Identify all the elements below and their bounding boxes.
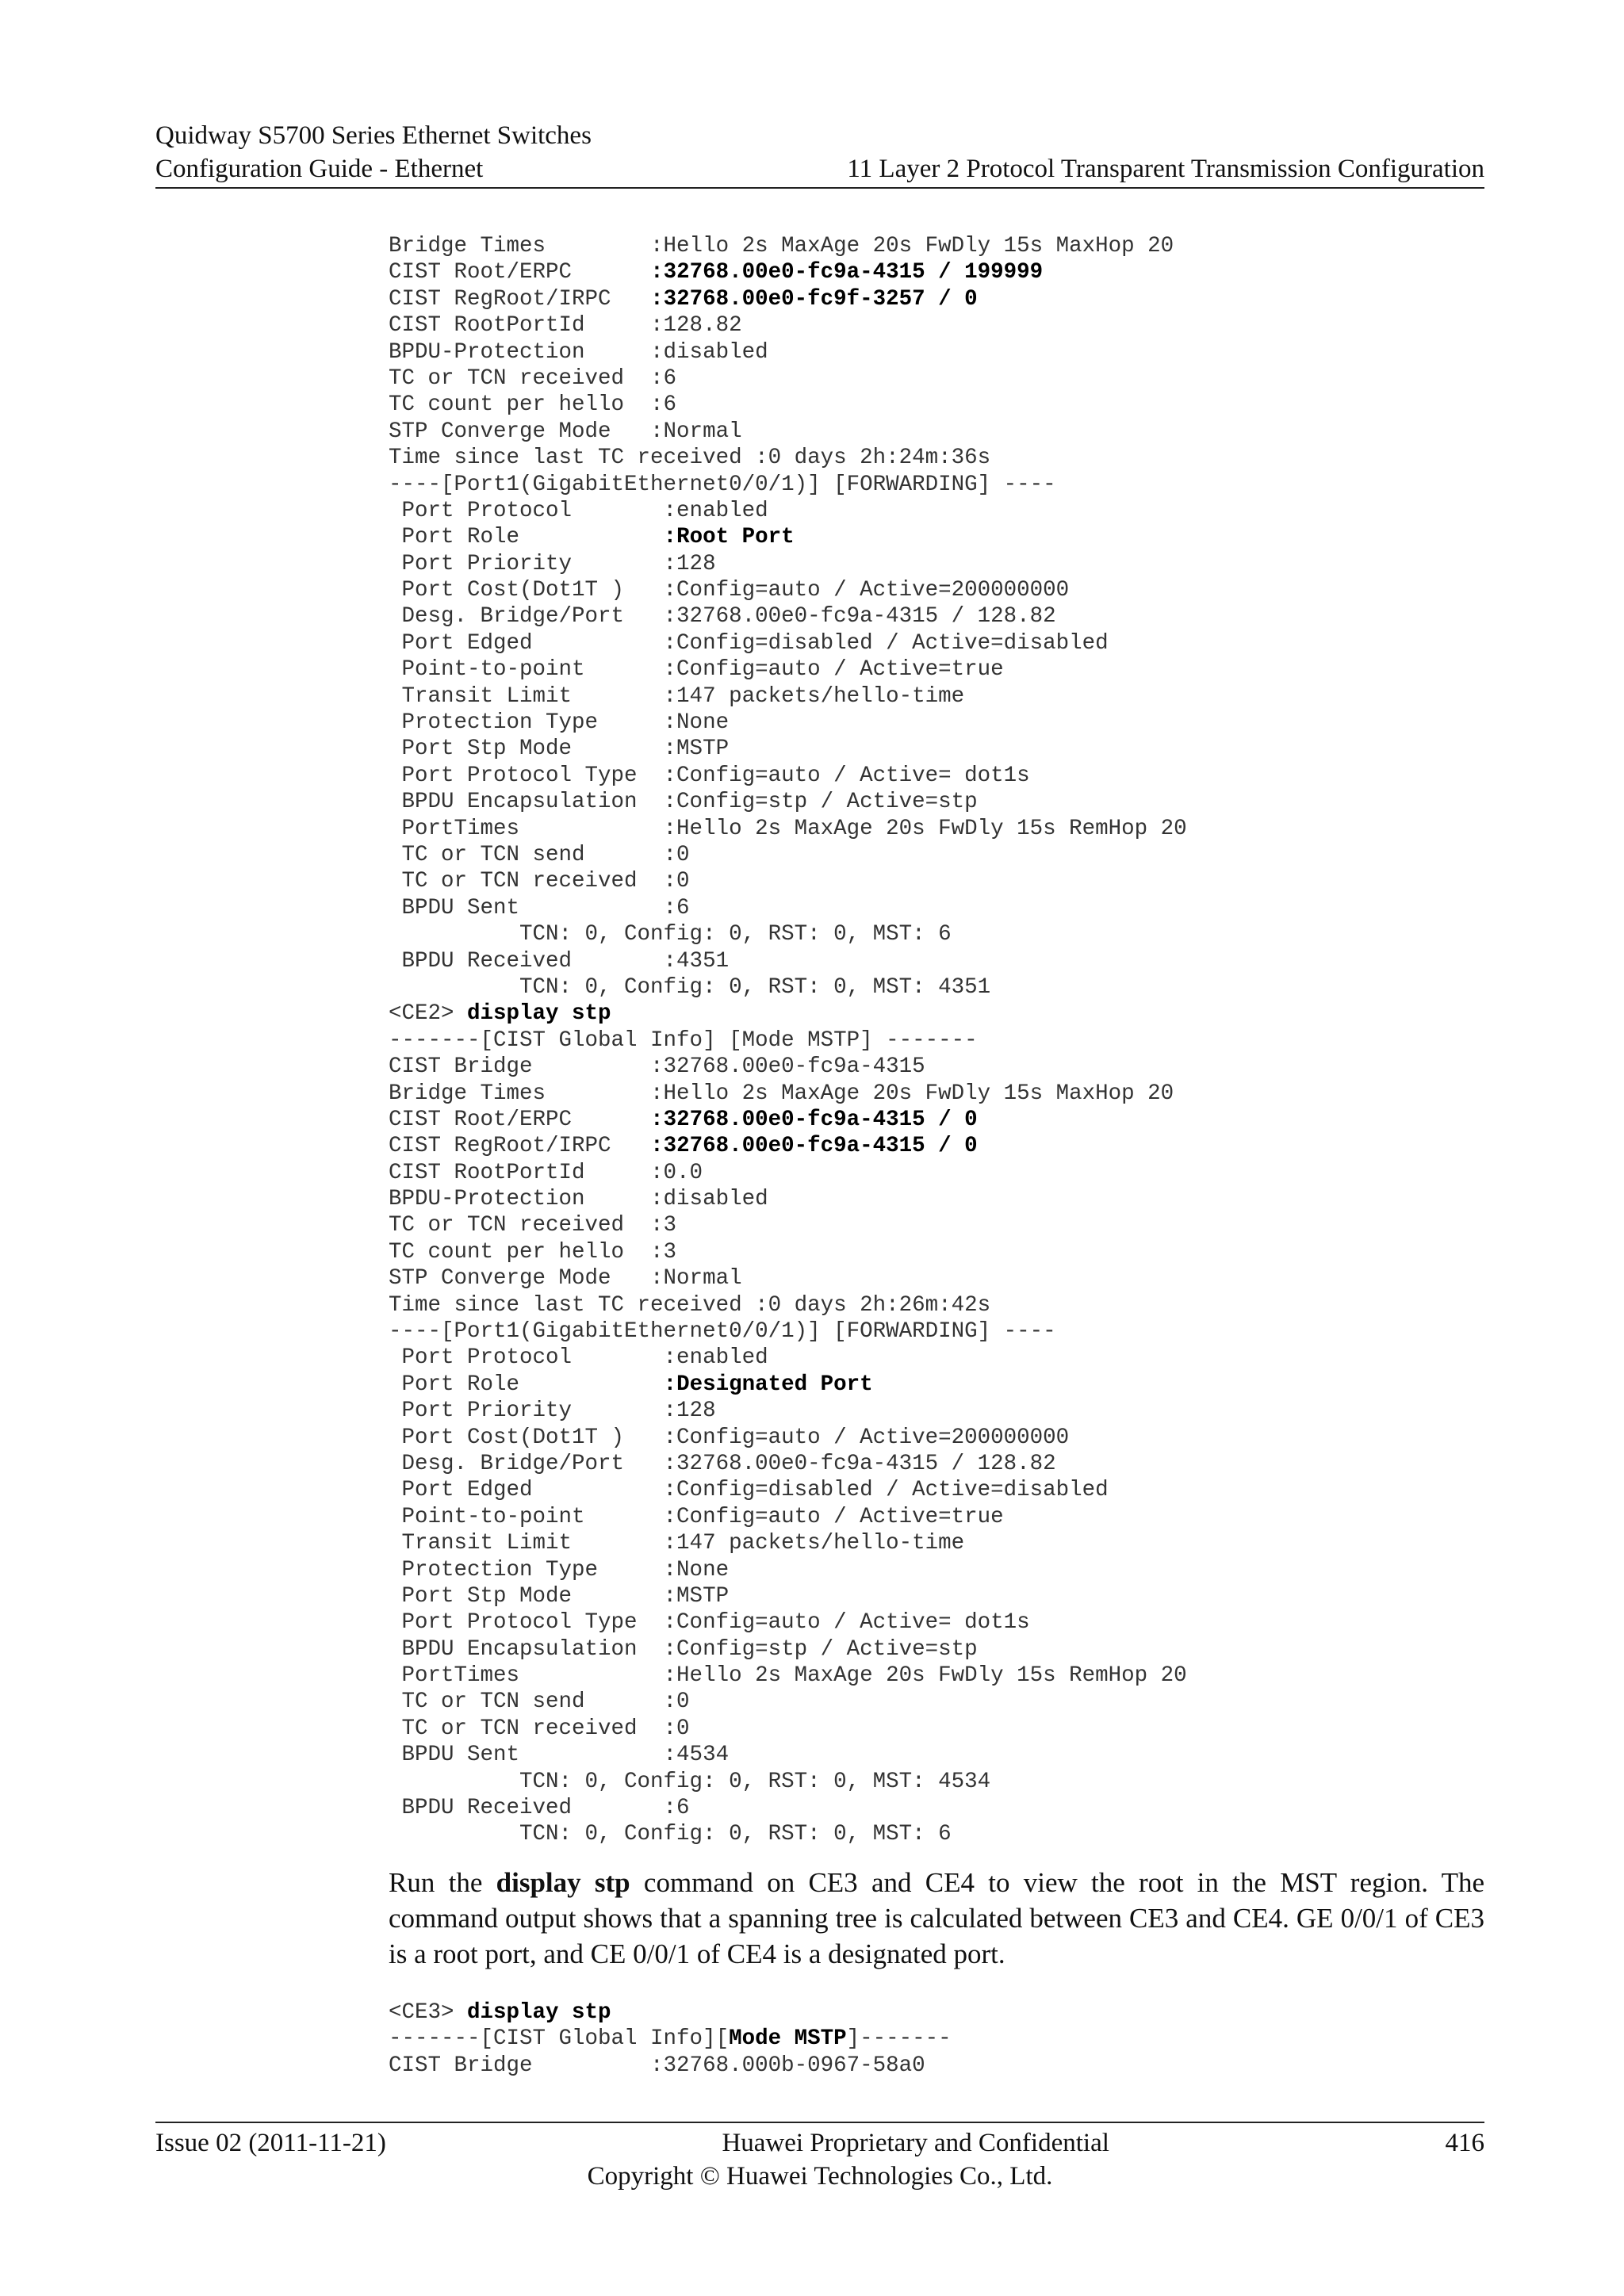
code-line bbox=[389, 789, 1499, 815]
code-segment: Port Role bbox=[389, 1372, 664, 1397]
code-line bbox=[389, 1160, 1499, 1186]
code-line bbox=[389, 524, 1499, 550]
code-segment: TCN: 0, Config: 0, RST: 0, MST: 6 bbox=[389, 922, 952, 947]
code-bold-segment: :Designated Port bbox=[663, 1372, 873, 1397]
code-segment: TCN: 0, Config: 0, RST: 0, MST: 4351 bbox=[389, 974, 991, 1000]
code-segment: PortTimes :Hello 2s MaxAge 20s FwDly 15s RemHop 20 bbox=[389, 816, 1187, 841]
code-segment: TC or TCN received :0 bbox=[389, 869, 690, 894]
code-bold-segment: display stp bbox=[467, 2000, 611, 2025]
code-line bbox=[389, 1186, 1499, 1212]
copyright-label: Copyright © Huawei Technologies Co., Ltd. bbox=[587, 2162, 1053, 2191]
code-segment: Protection Type :None bbox=[389, 710, 730, 736]
code-line bbox=[389, 1425, 1499, 1451]
code-line bbox=[389, 1292, 1499, 1318]
code-line bbox=[389, 1081, 1499, 1107]
code-segment: CIST RegRoot/IRPC bbox=[389, 1134, 651, 1159]
code-line bbox=[389, 1583, 1499, 1609]
code-segment: Protection Type :None bbox=[389, 1557, 730, 1582]
code-segment: CIST RootPortId :128.82 bbox=[389, 313, 742, 339]
code-line bbox=[389, 1716, 1499, 1742]
code-segment: Port Stp Mode :MSTP bbox=[389, 1583, 730, 1609]
code-segment: Transit Limit :147 packets/hello-time bbox=[389, 1531, 965, 1556]
code-segment: CIST Root/ERPC bbox=[389, 260, 651, 285]
code-segment: CIST RootPortId :0.0 bbox=[389, 1160, 703, 1185]
code-segment: Bridge Times :Hello 2s MaxAge 20s FwDly 15s MaxHop 20 bbox=[389, 234, 1174, 258]
chapter-title: 11 Layer 2 Protocol Transparent Transmission Configuration bbox=[847, 155, 1484, 183]
code-line bbox=[389, 656, 1499, 683]
code-segment: STP Converge Mode :Normal bbox=[389, 419, 742, 444]
code-segment: ----[Port1(GigabitEthernet0/0/1)] [FORWARDING] ---- bbox=[389, 1319, 1056, 1345]
code-bold-segment: :Root Port bbox=[663, 525, 795, 550]
code-segment: TC or TCN received :0 bbox=[389, 1716, 690, 1741]
confidential-label: Huawei Proprietary and Confidential bbox=[722, 2129, 1109, 2157]
code-line bbox=[389, 1689, 1499, 1715]
code-line bbox=[389, 603, 1499, 629]
code-segment: Point-to-point :Config=auto / Active=true bbox=[389, 1504, 1004, 1529]
code-line bbox=[389, 1769, 1499, 1795]
code-line bbox=[389, 419, 1499, 445]
code-line bbox=[389, 1795, 1499, 1821]
code-line bbox=[389, 233, 1499, 259]
code-segment: BPDU Encapsulation :Config=stp / Active=stp bbox=[389, 1636, 978, 1662]
product-title: Quidway S5700 Series Ethernet Switches bbox=[155, 121, 592, 150]
code-segment: TC count per hello :3 bbox=[389, 1239, 677, 1265]
code-line bbox=[389, 577, 1499, 603]
code-line bbox=[389, 339, 1499, 365]
code-line bbox=[389, 2026, 1499, 2052]
issue-label: Issue 02 (2011-11-21) bbox=[155, 2129, 386, 2157]
code-line bbox=[389, 1999, 1499, 2026]
code-segment: Port Protocol :enabled bbox=[389, 1345, 768, 1371]
code-segment: TC or TCN received :3 bbox=[389, 1213, 677, 1238]
cli-output-block bbox=[389, 233, 1499, 1848]
code-segment: BPDU Encapsulation :Config=stp / Active=stp bbox=[389, 790, 978, 815]
code-line bbox=[389, 683, 1499, 710]
code-line bbox=[389, 868, 1499, 894]
code-bold-segment: display stp bbox=[467, 1001, 611, 1027]
body-paragraph bbox=[389, 1865, 1484, 1972]
code-line bbox=[389, 472, 1499, 498]
code-line bbox=[389, 1372, 1499, 1398]
code-line bbox=[389, 1821, 1499, 1847]
code-line bbox=[389, 1504, 1499, 1530]
code-line bbox=[389, 1133, 1499, 1159]
header-row bbox=[155, 152, 1484, 186]
code-segment: STP Converge Mode :Normal bbox=[389, 1266, 742, 1292]
code-segment: TC or TCN send :0 bbox=[389, 1689, 690, 1715]
code-bold-segment: :32768.00e0-fc9f-3257 / 0 bbox=[650, 286, 978, 312]
code-segment: Port Edged :Config=disabled / Active=disabled bbox=[389, 1478, 1109, 1503]
code-line bbox=[389, 1265, 1499, 1292]
code-line bbox=[389, 312, 1499, 339]
code-line bbox=[389, 392, 1499, 418]
code-line bbox=[389, 1345, 1499, 1371]
code-line bbox=[389, 1636, 1499, 1663]
page-number: 416 bbox=[1445, 2129, 1484, 2157]
code-segment: TCN: 0, Config: 0, RST: 0, MST: 6 bbox=[389, 1822, 952, 1847]
code-line bbox=[389, 948, 1499, 974]
code-line bbox=[389, 1239, 1499, 1265]
code-line bbox=[389, 895, 1499, 921]
guide-title: Configuration Guide - Ethernet bbox=[155, 155, 484, 183]
code-segment: -------[CIST Global Info] [Mode MSTP] ------- bbox=[389, 1027, 978, 1053]
code-line bbox=[389, 498, 1499, 524]
code-segment: Port Edged :Config=disabled / Active=disabled bbox=[389, 630, 1109, 656]
footer-row bbox=[155, 2126, 1484, 2160]
code-segment: BPDU Received :6 bbox=[389, 1796, 690, 1821]
code-segment: CIST Root/ERPC bbox=[389, 1107, 651, 1132]
code-segment: Port Priority :128 bbox=[389, 551, 716, 576]
code-segment: Port Protocol :enabled bbox=[389, 498, 768, 523]
code-segment: BPDU Sent :6 bbox=[389, 895, 690, 920]
code-segment: -------[CIST Global Info][ bbox=[389, 2026, 730, 2052]
code-segment: Desg. Bridge/Port :32768.00e0-fc9a-4315 / 128.82 bbox=[389, 604, 1056, 629]
code-segment: TC count per hello :6 bbox=[389, 392, 677, 418]
code-line bbox=[389, 286, 1499, 312]
code-line bbox=[389, 1530, 1499, 1556]
code-segment: ]------- bbox=[846, 2026, 952, 2052]
code-segment: Port Priority :128 bbox=[389, 1399, 716, 1424]
code-line bbox=[389, 259, 1499, 285]
code-segment: Port Role bbox=[389, 525, 664, 550]
page-header bbox=[155, 119, 1484, 189]
code-segment: Port Cost(Dot1T ) :Config=auto / Active=200000000 bbox=[389, 578, 1070, 603]
code-segment: ----[Port1(GigabitEthernet0/0/1)] [FORWARDING] ---- bbox=[389, 472, 1056, 497]
code-segment: Port Stp Mode :MSTP bbox=[389, 737, 730, 762]
code-segment: Transit Limit :147 packets/hello-time bbox=[389, 683, 965, 709]
code-bold-segment: :32768.00e0-fc9a-4315 / 0 bbox=[650, 1134, 978, 1159]
code-line bbox=[389, 736, 1499, 762]
code-line bbox=[389, 1001, 1499, 1027]
command-name: display stp bbox=[496, 1867, 630, 1898]
code-segment: BPDU Sent :4534 bbox=[389, 1743, 730, 1768]
code-line bbox=[389, 816, 1499, 842]
code-segment: PortTimes :Hello 2s MaxAge 20s FwDly 15s RemHop 20 bbox=[389, 1663, 1187, 1689]
cli-output-block-ce3 bbox=[389, 1999, 1499, 2079]
code-segment: <CE3> bbox=[389, 2000, 468, 2025]
code-bold-segment: :32768.00e0-fc9a-4315 / 199999 bbox=[650, 260, 1044, 285]
code-segment: TCN: 0, Config: 0, RST: 0, MST: 4534 bbox=[389, 1769, 991, 1794]
code-line bbox=[389, 1451, 1499, 1477]
code-segment: TC or TCN received :6 bbox=[389, 365, 677, 391]
code-segment: Time since last TC received :0 days 2h:24m:36s bbox=[389, 446, 991, 471]
code-segment: BPDU-Protection :disabled bbox=[389, 339, 768, 365]
code-segment: TC or TCN send :0 bbox=[389, 842, 690, 867]
code-line bbox=[389, 445, 1499, 471]
code-line bbox=[389, 974, 1499, 1001]
code-line bbox=[389, 365, 1499, 392]
code-bold-segment: Mode MSTP bbox=[729, 2026, 847, 2052]
code-segment: Port Protocol Type :Config=auto / Active= dot1s bbox=[389, 763, 1030, 788]
code-line bbox=[389, 551, 1499, 577]
code-segment: Bridge Times :Hello 2s MaxAge 20s FwDly 15s MaxHop 20 bbox=[389, 1081, 1174, 1106]
code-bold-segment: :32768.00e0-fc9a-4315 / 0 bbox=[650, 1107, 978, 1132]
code-line bbox=[389, 1318, 1499, 1345]
code-line bbox=[389, 1212, 1499, 1238]
code-line bbox=[389, 842, 1499, 868]
code-segment: <CE2> bbox=[389, 1001, 468, 1027]
code-line bbox=[389, 763, 1499, 789]
code-segment: BPDU-Protection :disabled bbox=[389, 1187, 768, 1212]
code-segment: Point-to-point :Config=auto / Active=true bbox=[389, 657, 1004, 683]
code-segment: Time since last TC received :0 days 2h:26m:42s bbox=[389, 1292, 991, 1318]
code-segment: Port Protocol Type :Config=auto / Active= dot1s bbox=[389, 1610, 1030, 1636]
code-line bbox=[389, 630, 1499, 656]
paragraph-text-after: command on CE3 and CE4 to view the root in the MST region. The command output shows that a spanning tree is calculated between CE3 and CE4. GE 0/0/1 of CE3 is a root port, and CE 0/0/1 of CE4 is a designated port. bbox=[389, 1867, 1484, 1969]
code-line bbox=[389, 1477, 1499, 1503]
page-footer bbox=[155, 2122, 1484, 2193]
code-line bbox=[389, 1398, 1499, 1424]
code-line bbox=[389, 1027, 1499, 1054]
paragraph-text-before: Run the bbox=[389, 1867, 496, 1898]
code-line bbox=[389, 1609, 1499, 1636]
code-line bbox=[389, 1663, 1499, 1689]
code-segment: BPDU Received :4351 bbox=[389, 948, 730, 974]
code-line bbox=[389, 921, 1499, 947]
code-segment: CIST Bridge :32768.000b-0967-58a0 bbox=[389, 2053, 925, 2078]
code-line bbox=[389, 710, 1499, 736]
code-line bbox=[389, 1742, 1499, 1768]
code-line bbox=[389, 2053, 1499, 2079]
code-segment: CIST Bridge :32768.00e0-fc9a-4315 bbox=[389, 1054, 925, 1080]
code-segment: Port Cost(Dot1T ) :Config=auto / Active=200000000 bbox=[389, 1425, 1070, 1450]
code-segment: Desg. Bridge/Port :32768.00e0-fc9a-4315 / 128.82 bbox=[389, 1451, 1056, 1476]
code-line bbox=[389, 1054, 1499, 1080]
code-segment: CIST RegRoot/IRPC bbox=[389, 286, 651, 312]
code-line bbox=[389, 1557, 1499, 1583]
code-line bbox=[389, 1107, 1499, 1133]
